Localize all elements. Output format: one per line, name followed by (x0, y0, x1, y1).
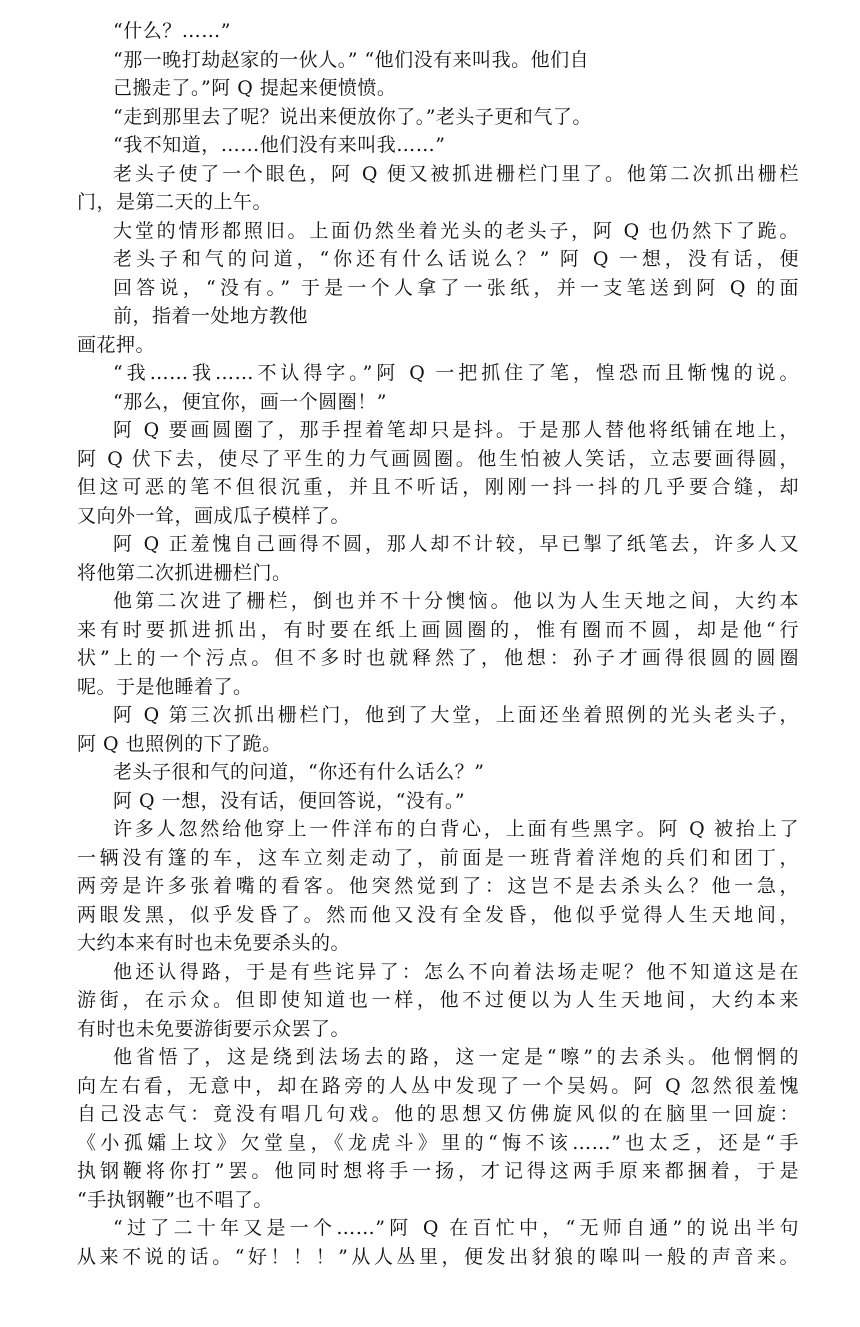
text-line: “我……我……不认得字。”阿 Q 一把抓住了笔，惶恐而且惭愧的说。 (113, 362, 799, 384)
text-line: 前，指着一处地方教他 (113, 305, 309, 327)
text-line: 大约本来有时也未免要杀头的。 (77, 932, 351, 954)
text-line: “过了二十年又是一个……”阿 Q 在百忙中，“无师自通”的说出半句 (113, 1217, 799, 1239)
text-line: 《小孤孀上坟》欠堂皇，《龙虎斗》里的“悔不该……”也太乏，还是“手 (77, 1132, 799, 1154)
text-line: 从来不说的话。“好！！！”从人丛里，便发出豺狼的嗥叫一般的声音来。 (77, 1246, 799, 1268)
text-line: 自己没志气：竟没有唱几句戏。他的思想又仿佛旋风似的在脑里一回旋： (77, 1103, 799, 1125)
text-line: 己搬走了。”阿 Q 提起来便愤愤。 (113, 77, 397, 99)
text-line: 阿 Q 伏下去，使尽了平生的力气画圆圈。他生怕被人笑话，立志要画得圆， (77, 448, 799, 470)
text-line: 两眼发黑，似乎发昏了。然而他又没有全发昏，他似乎觉得人生天地间， (77, 904, 799, 926)
text-line: 两旁是许多张着嘴的看客。他突然觉到了：这岂不是去杀头么？他一急， (77, 875, 799, 897)
text-line: 阿 Q 一想，没有话，便回答说，“没有。” (113, 790, 466, 812)
text-line: 但这可恶的笔不但很沉重，并且不听话，刚刚一抖一抖的几乎要合缝，却 (77, 476, 799, 498)
text-line: 阿 Q 要画圆圈了，那手捏着笔却只是抖。于是那人替他将纸铺在地上， (113, 419, 799, 441)
text-line: 老头子很和气的问道，“你还有什么话么？” (113, 761, 485, 783)
text-line: 一辆没有篷的车，这车立刻走动了，前面是一班背着洋炮的兵们和团丁， (77, 847, 799, 869)
text-line: 呢。于是他睡着了。 (77, 676, 253, 698)
text-line: 他第二次进了栅栏，倒也并不十分懊恼。他以为人生天地之间，大约本 (113, 590, 799, 612)
text-line: 向左右看，无意中，却在路旁的人丛中发现了一个吴妈。阿 Q 忽然很羞愧 (77, 1075, 799, 1097)
text-line: 阿 Q 也照例的下了跪。 (77, 733, 282, 755)
text-line: 将他第二次抓进栅栏门。 (77, 562, 292, 584)
text-line: 大堂的情形都照旧。上面仍然坐着光头的老头子，阿 Q 也仍然下了跪。 (113, 220, 799, 242)
text-line: “走到那里去了呢？说出来便放你了。”老头子更和气了。 (113, 106, 592, 128)
text-line: 他还认得路，于是有些诧异了：怎么不向着法场走呢？他不知道这是在 (113, 961, 799, 983)
text-line: “那一晚打劫赵家的一伙人。” “他们没有来叫我。他们自 (113, 49, 590, 71)
text-line: “那么，便宜你，画一个圆圈！” (113, 391, 387, 413)
text-line: 阿 Q 第三次抓出栅栏门，他到了大堂，上面还坐着照例的光头老头子， (113, 704, 799, 726)
text-line: 执钢鞭将你打”罢。他同时想将手一扬，才记得这两手原来都捆着，于是 (77, 1160, 799, 1182)
text-line: 老头子使了一个眼色，阿 Q 便又被抓进栅栏门里了。他第二次抓出栅栏 (113, 163, 799, 185)
text-line: 老头子和气的问道，“你还有什么话说么？” 阿 Q 一想，没有话，便 (113, 248, 799, 270)
text-line: 许多人忽然给他穿上一件洋布的白背心，上面有些黑字。阿 Q 被抬上了 (113, 818, 799, 840)
text-line: 门，是第二天的上午。 (77, 191, 273, 213)
text-line: 有时也未免要游街要示众罢了。 (77, 1018, 351, 1040)
text-line: “手执钢鞭”也不唱了。 (77, 1189, 273, 1211)
text-line: “我不知道，……他们没有来叫我……” (113, 134, 446, 156)
text-line: 又向外一耸，画成瓜子模样了。 (77, 505, 351, 527)
text-line: 来有时要抓进抓出，有时要在纸上画圆圈的，惟有圈而不圆，却是他“行 (77, 619, 799, 641)
text-line: “什么？……” (113, 20, 231, 42)
text-line: 阿 Q 正羞愧自己画得不圆，那人却不计较，早已掣了纸笔去，许多人又 (113, 533, 799, 555)
text-line: 回答说，“没有。” 于是一个人拿了一张纸，并一支笔送到阿 Q 的面 (113, 277, 799, 299)
text-line: 画花押。 (77, 334, 156, 356)
text-line: 游街，在示众。但即使知道也一样，他不过便以为人生天地间，大约本来 (77, 989, 799, 1011)
text-line: 状”上的一个污点。但不多时也就释然了，他想：孙子才画得很圆的圆圈 (77, 647, 799, 669)
text-line: 他省悟了，这是绕到法场去的路，这一定是“嚓”的去杀头。他惘惘的 (113, 1046, 799, 1068)
